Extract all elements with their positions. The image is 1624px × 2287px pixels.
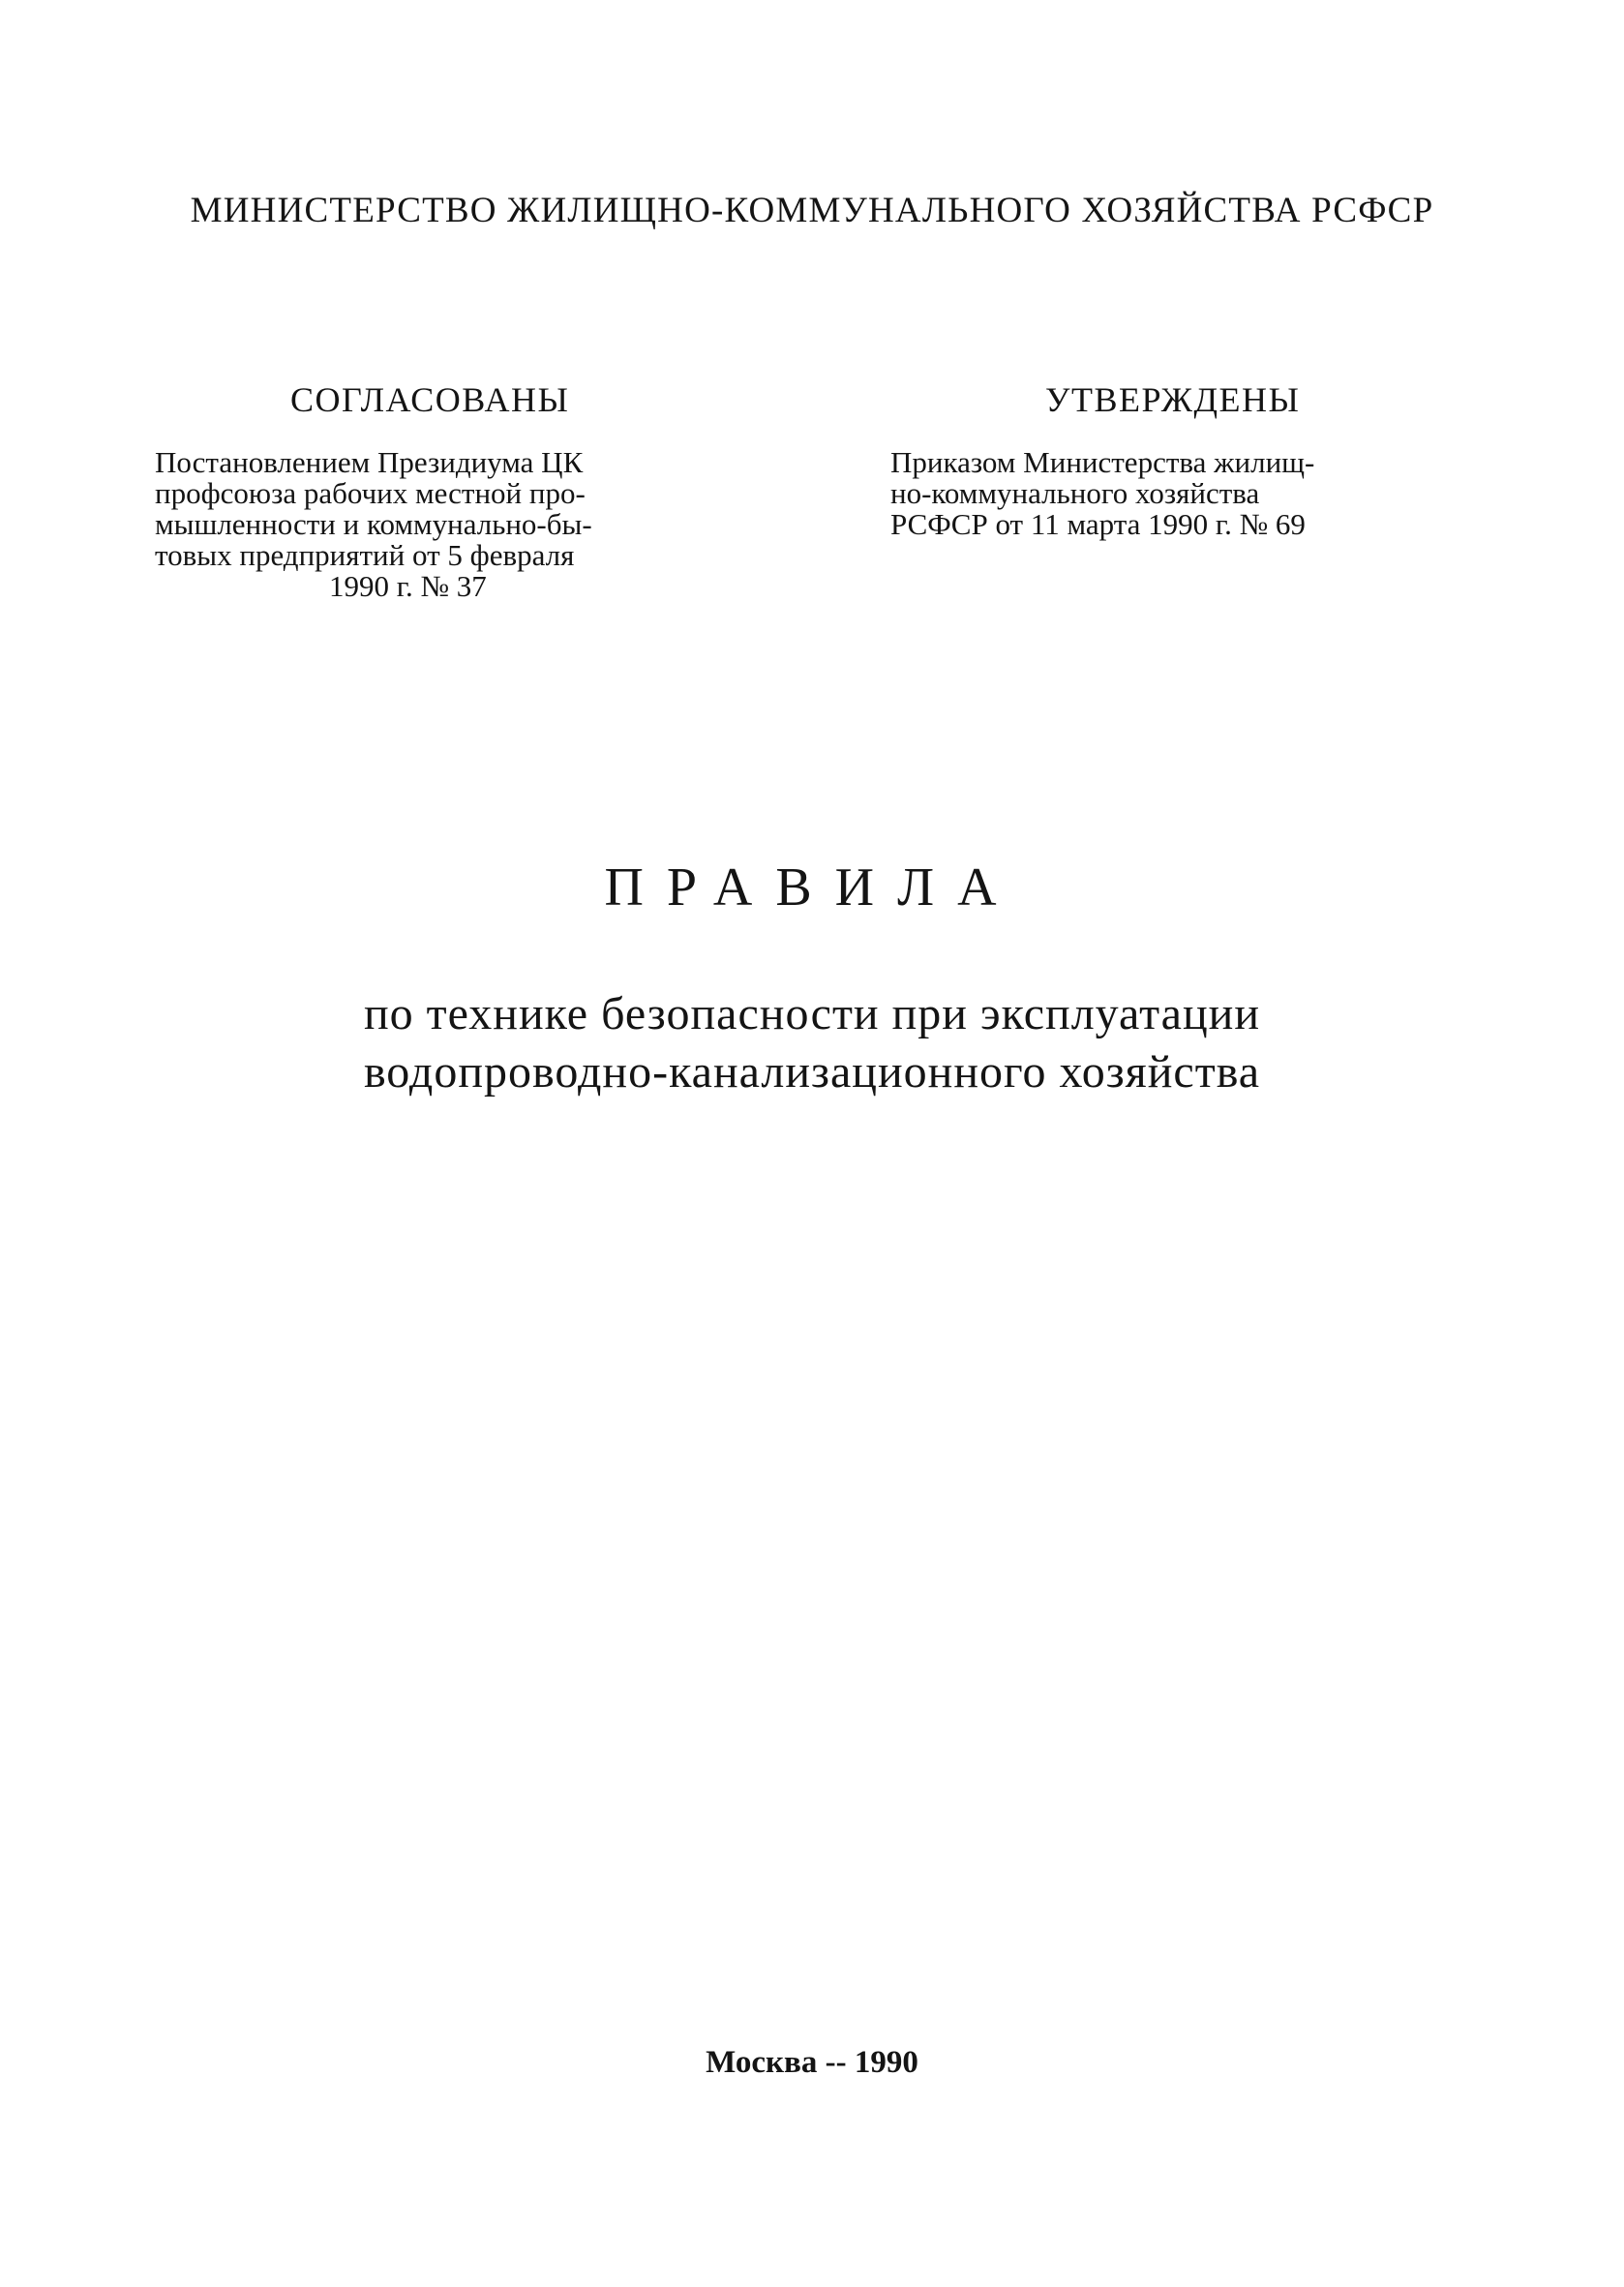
document-title: ПРАВИЛА <box>604 858 1020 918</box>
approved-line: РСФСР от 11 марта 1990 г. № 69 <box>890 507 1306 541</box>
subtitle-line: водопроводно-канализационного хозяйства <box>363 1046 1261 1098</box>
agreed-line: профсоюза рабочих местной про- <box>155 476 586 510</box>
agreed-heading: СОГЛАСОВАНЫ <box>290 380 570 419</box>
agreed-line: мышленности и коммунально-бы- <box>155 507 592 541</box>
approved-block <box>890 379 1471 540</box>
place-and-year: Москва -- 1990 <box>706 2045 918 2080</box>
agreed-line: Постановлением Президиума ЦК <box>155 445 584 479</box>
subtitle-line: по технике безопасности при эксплуатации <box>363 988 1261 1039</box>
approved-line: но-коммунального хозяйства <box>890 476 1260 510</box>
ministry-heading: МИНИСТЕРСТВО ЖИЛИЩНО-КОММУНАЛЬНОГО ХОЗЯЙСТВА РСФСР <box>190 191 1434 230</box>
agreed-line: товых предприятий от 5 февраля <box>155 538 575 572</box>
document-subtitle <box>0 985 1624 1101</box>
agreed-line: 1990 г. № 37 <box>329 569 487 603</box>
approved-heading: УТВЕРЖДЕНЫ <box>1045 380 1301 419</box>
agreed-block <box>155 379 736 602</box>
approved-line: Приказом Министерства жилищ- <box>890 445 1315 479</box>
